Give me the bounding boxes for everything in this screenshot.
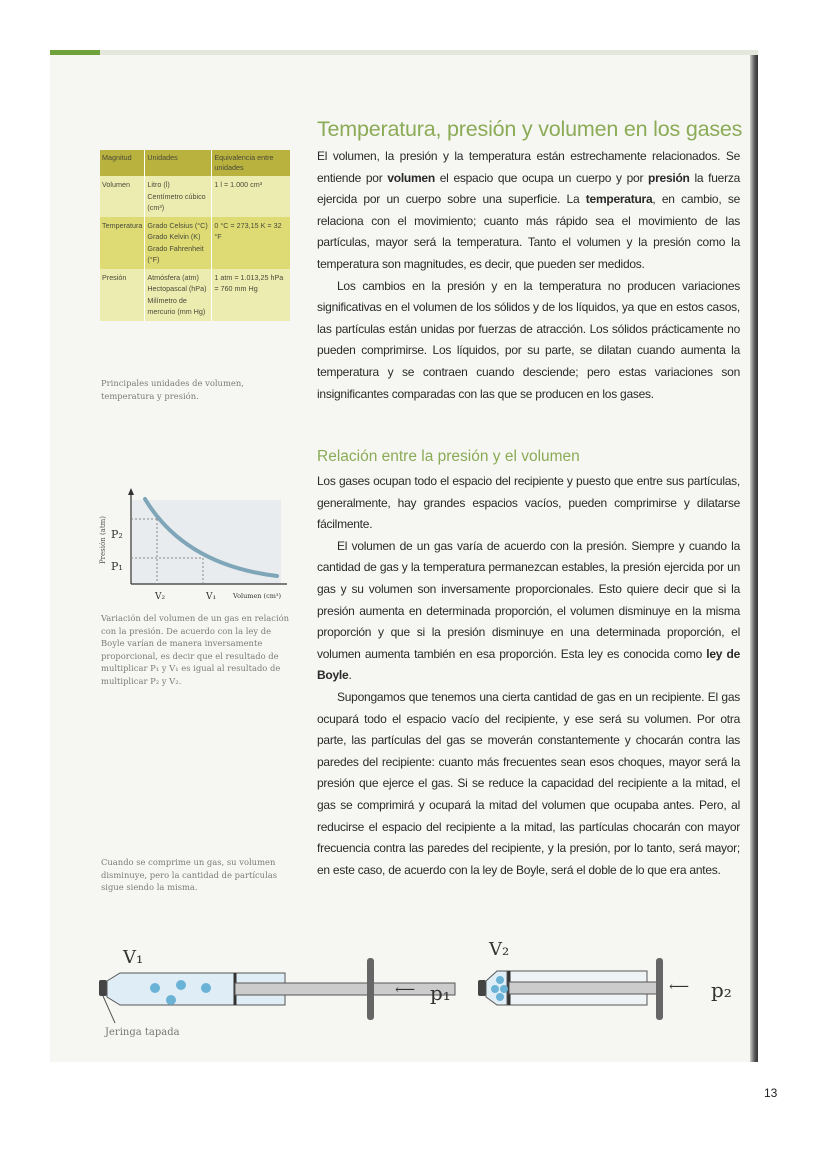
table-cell: 1 l = 1.000 cm³: [212, 176, 290, 217]
gas-particle: [201, 983, 211, 993]
syringe-2: [478, 939, 732, 1020]
table-header-row: [100, 150, 290, 176]
syringe-cap: [99, 980, 107, 996]
table-header: Magnitud: [100, 150, 145, 176]
table-cell: 1 atm = 1.013,25 hPa = 760 mm Hg: [212, 269, 290, 321]
syringe-label: Jeringa tapada: [105, 1027, 180, 1038]
gas-particle: [491, 985, 499, 993]
v2-label: V₂: [155, 592, 166, 602]
v1-label: V₁: [123, 947, 144, 968]
table-cell: Presión: [100, 269, 145, 321]
plunger-rod: [235, 983, 455, 995]
plunger-handle: [367, 958, 374, 1020]
syringe-1: [99, 947, 455, 1038]
bold-term: presión: [648, 170, 690, 185]
text: El volumen de un gas varía de acuerdo con la presión. Siempre y cuando la cantidad de gas y la temperatura permanezcan estables, la presión ejercida por un gas y su volumen son inversamente proporcionales. Esto quiere decir que si la presión aumenta en determinada proporción, el volumen disminuye en la misma proporción y que si la presión disminuye en una determinada proporción, el volumen aumenta también en esa proporción. Esta ley es conocida como: [317, 538, 740, 661]
table-header: Unidades: [145, 150, 212, 176]
unit: Grado Celsius (°C): [147, 220, 208, 230]
intro-text: [317, 146, 740, 405]
table-cell: Volumen: [100, 176, 145, 217]
graph-caption: Variación del volumen de un gas en relación con la presión. De acuerdo con la ley de Boyle varían de manera inversamente proporcional, es decir que el resultado de multiplicar P₁ y V₁ es igual al resultado de multiplicar P₂ y V₂.: [101, 613, 290, 686]
unit: Atmósfera (atm): [147, 272, 199, 282]
unit: Hectopascal (hPa): [147, 284, 207, 293]
table-cell: Temperatura: [100, 217, 145, 269]
bold-term: volumen: [387, 170, 435, 185]
unit: Centímetro cúbico (cm³): [147, 191, 206, 212]
y-axis-arrow: [128, 488, 134, 495]
unit: Litro (l): [147, 180, 170, 189]
plunger-handle: [656, 958, 663, 1020]
bold-term: temperatura: [585, 192, 653, 207]
paragraph: [317, 146, 740, 276]
plunger-rod: [509, 982, 659, 994]
page-number: 13: [764, 1086, 778, 1100]
table-row: [100, 269, 290, 321]
gas-particle: [496, 976, 504, 984]
gas-particle: [496, 993, 504, 1001]
p2-label: p₂: [711, 978, 732, 1002]
gas-particle: [176, 980, 186, 990]
table-cell: 0 °C = 273,15 K = 32 °F: [212, 217, 290, 269]
text: El volumen, la presión y la temperatura están estrechamente relacionados. Se entiende por: [317, 149, 740, 185]
top-color-bar: [50, 50, 758, 55]
bold-term: ley de Boyle: [317, 646, 740, 683]
table-cell: [145, 176, 212, 217]
v2-label: V₂: [489, 939, 510, 960]
v1-label: V₁: [206, 592, 217, 602]
boyle-graph: [95, 480, 295, 605]
paragraph: Los cambios en la presión y en la temperatura no producen variaciones significativas en el volumen de los sólidos y de los líquidos, ya que en estos casos, las partículas están unidas por fuerzas de atracción. Los sólidos prácticamente no pueden comprimirse. Los líquidos, por su parte, se dilatan cuando aumenta la temperatura y se contraen cuando desciende; pero estas variaciones son insignificantes comparadas con las que se producen en los gases.: [317, 278, 740, 401]
paragraph: Los gases ocupan todo el espacio del recipiente y puesto que entre sus partículas, generalmente, hay grandes espacios vacíos, pueden comprimirse y dilatarse fácilmente.: [317, 474, 740, 532]
x-axis-label: Volumen (cm³): [233, 592, 282, 600]
text: el espacio que ocupa un cuerpo y por: [434, 170, 649, 185]
text: .: [348, 668, 352, 683]
p1-label: P₁: [111, 560, 123, 573]
table-row: [100, 176, 290, 217]
table-header: Equivalencia entre unidades: [212, 150, 290, 176]
section-text: [317, 471, 740, 881]
p2-label: P₂: [111, 528, 123, 541]
table-caption: Principales unidades de volumen, temperatura y presión.: [101, 378, 244, 401]
p1-label: p₁: [430, 981, 451, 1005]
arrow-icon: ⟵: [669, 979, 690, 995]
subsection-title: Relación entre la presión y el volumen: [317, 448, 580, 465]
unit: Grado Fahrenheit (°F): [147, 243, 204, 264]
syringe-caption: Cuando se comprime un gas, su volumen disminuye, pero la cantidad de partículas sigue siendo la misma.: [101, 857, 278, 893]
text: , en cambio, se relaciona con el movimiento; cuanto más rápido sea el movimiento de las partículas, mayor será la temperatura. Tanto el volumen y la presión como la temperatura son magnitudes, es decir, que pueden ser medidos.: [317, 192, 740, 271]
table-cell: [145, 217, 212, 269]
table-cell: [145, 269, 212, 321]
syringe-illustration: [85, 925, 750, 1045]
unit: Grado Kelvin (K): [147, 232, 201, 241]
syringe-cap: [478, 980, 486, 996]
paragraph: Supongamos que tenemos una cierta cantidad de gas en un recipiente. El gas ocupará todo el espacio vacío del recipiente, y ese será su volumen. Por otra parte, las partículas del gas se moverán constantemente y chocarán contra las paredes del recipiente: cuanto más frecuentes sean esos choques, mayor será la presión que ejerce el gas. Si se reduce la capacidad del recipiente a la mitad, el gas se comprimirá y ocupará la mitad del volumen que ocupaba antes. Pero, al reducirse el espacio del recipiente a la mitad, las partículas chocarán con mayor frecuencia contra las paredes del recipiente, y la presión, por lo tanto, será mayor; en este caso, de acuerdo con la ley de Boyle, será el doble de lo que era antes.: [317, 689, 740, 877]
table-row: [100, 217, 290, 269]
unit: Milímetro de mercurio (mm Hg): [147, 295, 206, 316]
gas-particle: [500, 985, 508, 993]
y-axis-label: Presión (atm): [99, 515, 107, 565]
arrow-icon: ⟵: [395, 982, 416, 998]
gas-particle: [150, 983, 160, 993]
units-table: [100, 150, 290, 321]
paragraph: [317, 536, 740, 687]
page-binding-edge: [750, 55, 758, 1062]
gas-particle: [166, 995, 176, 1005]
text: la fuerza ejercida por un cuerpo sobre una superficie. La: [317, 170, 741, 207]
section-title: Temperatura, presión y volumen en los gases: [317, 117, 743, 141]
